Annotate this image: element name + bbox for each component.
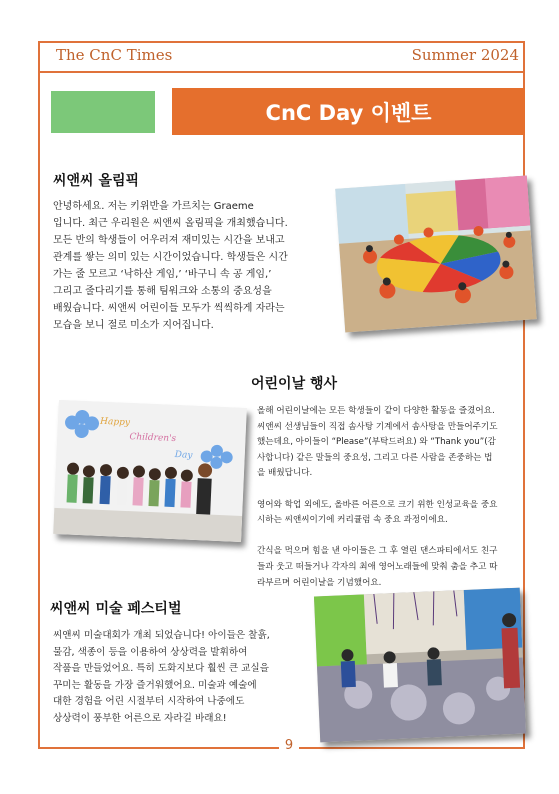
- section-text-art-festival: 씨앤씨 미술대회가 개최 되었습니다! 아이들은 찰흙, 물감, 색종이 등을 이용하여 상상력을 발휘하여 작품을 만들었어요. 특히 도화지보다 훨씬 큰 교실을 꾸미는 활동을 가장 즐거워했어요. 미술과 예술에 대한 경험을 어린 시절부터 시작하여 나중에도 상상력이 풍부한 어른으로 자라길 바래요!: [53, 630, 270, 724]
- section-title-childrens-day: 어린이날 행사: [251, 376, 338, 392]
- section-text-olympics: 안녕하세요. 저는 키위반을 가르치는 Graeme 입니다. 최근 우리원은 씨앤씨 올림픽을 개최했습니다. 모든 반의 학생들이 어우러져 재미있는 시간을 보내고 관계를 쌓는 의미 있는 시간이었습니다. 학생들은 시간 가는 줄 모르고 ‘낙하산 게임,’ ‘바구니 속 공 게임,’ 그리고 줄다리기를 통해 팀워크와 소통의 중요성을 배웠습니다. 씨앤씨 어린이들 모두가 씩씩하게 자라는 모습을 보니 절로 미소가 지어집니다.: [53, 201, 288, 331]
- page-number: 9: [279, 738, 299, 753]
- art-festival-classroom-photo: [314, 588, 526, 743]
- sign-day: Day: [174, 450, 193, 461]
- section-text-childrens-day: 올해 어린이날에는 모든 학생들이 같이 다양한 활동을 즐겼어요. 씨앤씨 선생님들이 직접 솜사탕 기계에서 솜사탕을 만들어주기도 했는데요, 아이들이 “Please”(부탁드려요) 와 “Thank you”(감 사합니다) 같은 말들의 중요성, 그리고 다른 사람을 존중하는 법 을 배웠답니다. 영어와 학업 외에도, 올바른 어른으로 크기 위한 인성교육을 중요 시하는 씨앤씨이기에 커리큘럼 속 중요 과정이에요. 간식을 먹으며 힘을 낸 아이들은 그 후 열린 댄스파티에서도 친구 들과 웃고 떠들거나 각자의 최애 영어노래들에 맞춰 춤을 추고 따 라부르며 어린이날을 기념했어요.: [257, 406, 498, 588]
- sign-happy: Happy: [99, 416, 131, 429]
- banner-title: CnC Day 이벤트: [265, 100, 432, 125]
- header-rule: [38, 71, 525, 73]
- newsletter-title: The CnC Times: [56, 46, 173, 64]
- section-title-olympics: 씨앤씨 올림픽: [53, 173, 140, 189]
- issue-season: Summer 2024: [411, 46, 519, 64]
- green-accent-block: [51, 91, 155, 133]
- childrens-day-group-photo: [53, 400, 247, 542]
- event-banner: [172, 88, 525, 135]
- olympics-parachute-photo: [335, 175, 537, 332]
- sign-childrens: Children's: [129, 432, 177, 445]
- section-title-art-festival: 씨앤씨 미술 페스티벌: [50, 601, 182, 617]
